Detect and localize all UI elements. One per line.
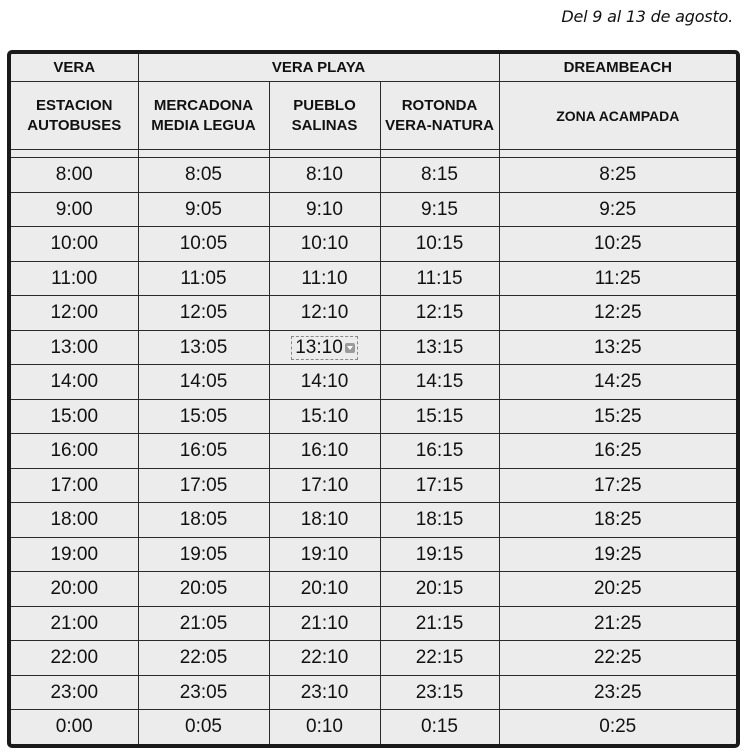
time-cell: 21:25 xyxy=(499,606,736,641)
time-cell: 9:05 xyxy=(138,192,269,227)
time-cell: 10:05 xyxy=(138,227,269,262)
time-cell: 12:10 xyxy=(269,296,380,331)
time-cell: 8:00 xyxy=(11,158,138,193)
time-cell: 13:00 xyxy=(11,330,138,365)
group-header-vera-playa: VERA PLAYA xyxy=(138,54,499,82)
time-row xyxy=(11,572,736,607)
time-row xyxy=(11,365,736,400)
time-cell: 17:15 xyxy=(380,468,499,503)
time-cell: 22:15 xyxy=(380,641,499,676)
time-cell: 18:15 xyxy=(380,503,499,538)
time-row xyxy=(11,434,736,469)
time-cell: 21:10 xyxy=(269,606,380,641)
time-cell: 15:00 xyxy=(11,399,138,434)
stop-header-zona-acampada xyxy=(499,82,736,150)
spacer-cell xyxy=(499,150,736,158)
time-row xyxy=(11,710,736,744)
time-cell: 23:05 xyxy=(138,675,269,710)
time-cell: 22:25 xyxy=(499,641,736,676)
time-value: 13:10 xyxy=(295,336,343,358)
time-row xyxy=(11,192,736,227)
spacer-cell xyxy=(269,150,380,158)
time-cell: 15:25 xyxy=(499,399,736,434)
spacer-cell xyxy=(380,150,499,158)
time-cell: 13:15 xyxy=(380,330,499,365)
time-cell xyxy=(269,330,380,365)
time-cell: 8:25 xyxy=(499,158,736,193)
stop-name-line: ESTACION xyxy=(36,96,113,114)
time-cell: 18:00 xyxy=(11,503,138,538)
time-cell: 11:15 xyxy=(380,261,499,296)
time-row xyxy=(11,261,736,296)
stop-name-line: MERCADONA xyxy=(153,96,254,114)
time-cell: 20:10 xyxy=(269,572,380,607)
time-cell: 19:00 xyxy=(11,537,138,572)
time-cell: 23:15 xyxy=(380,675,499,710)
time-cell: 14:05 xyxy=(138,365,269,400)
time-cell: 18:25 xyxy=(499,503,736,538)
stop-header-estacion-autobuses xyxy=(11,82,138,150)
time-cell: 20:25 xyxy=(499,572,736,607)
time-cell: 17:05 xyxy=(138,468,269,503)
time-cell: 10:25 xyxy=(499,227,736,262)
time-row xyxy=(11,641,736,676)
time-cell: 12:25 xyxy=(499,296,736,331)
time-cell: 8:15 xyxy=(380,158,499,193)
time-row xyxy=(11,399,736,434)
stop-header-rotonda xyxy=(380,82,499,150)
time-cell: 19:05 xyxy=(138,537,269,572)
bus-schedule-table xyxy=(11,54,736,744)
dropdown-arrow-icon[interactable] xyxy=(345,343,355,353)
time-cell: 23:00 xyxy=(11,675,138,710)
date-range-note: Del 9 al 13 de agosto. xyxy=(561,7,733,26)
time-cell: 11:25 xyxy=(499,261,736,296)
time-cell: 10:10 xyxy=(269,227,380,262)
stop-name-line: SALINAS xyxy=(291,116,358,134)
time-cell: 23:25 xyxy=(499,675,736,710)
time-cell: 15:05 xyxy=(138,399,269,434)
stop-header-mercadona xyxy=(138,82,269,150)
time-dropdown[interactable] xyxy=(291,336,358,360)
time-cell: 0:25 xyxy=(499,710,736,744)
stop-name-line: AUTOBUSES xyxy=(27,116,122,134)
time-cell: 14:25 xyxy=(499,365,736,400)
time-cell: 16:00 xyxy=(11,434,138,469)
time-cell: 13:25 xyxy=(499,330,736,365)
time-cell: 0:10 xyxy=(269,710,380,744)
time-cell: 22:05 xyxy=(138,641,269,676)
time-cell: 16:05 xyxy=(138,434,269,469)
time-cell: 9:10 xyxy=(269,192,380,227)
time-cell: 22:10 xyxy=(269,641,380,676)
stop-name-line: ZONA ACAMPADA xyxy=(556,107,680,124)
time-cell: 9:25 xyxy=(499,192,736,227)
time-cell: 19:10 xyxy=(269,537,380,572)
stop-name-line: PUEBLO xyxy=(293,96,356,114)
time-row xyxy=(11,503,736,538)
time-cell: 15:15 xyxy=(380,399,499,434)
time-row xyxy=(11,158,736,193)
group-header-row xyxy=(11,54,736,82)
stop-name-line: MEDIA LEGUA xyxy=(151,116,256,134)
stop-header-row xyxy=(11,82,736,150)
time-cell: 19:15 xyxy=(380,537,499,572)
time-cell: 11:05 xyxy=(138,261,269,296)
time-cell: 22:00 xyxy=(11,641,138,676)
time-cell: 16:10 xyxy=(269,434,380,469)
time-row xyxy=(11,468,736,503)
time-cell: 20:00 xyxy=(11,572,138,607)
time-cell: 0:15 xyxy=(380,710,499,744)
spacer-cell xyxy=(138,150,269,158)
time-cell: 12:00 xyxy=(11,296,138,331)
time-cell: 17:00 xyxy=(11,468,138,503)
time-cell: 11:00 xyxy=(11,261,138,296)
time-cell: 21:15 xyxy=(380,606,499,641)
time-cell: 12:05 xyxy=(138,296,269,331)
time-cell: 9:15 xyxy=(380,192,499,227)
time-cell: 14:00 xyxy=(11,365,138,400)
header-spacer-row xyxy=(11,150,736,158)
time-row xyxy=(11,296,736,331)
time-cell: 12:15 xyxy=(380,296,499,331)
time-cell: 16:25 xyxy=(499,434,736,469)
time-cell: 14:10 xyxy=(269,365,380,400)
time-row xyxy=(11,606,736,641)
time-cell: 17:10 xyxy=(269,468,380,503)
time-row xyxy=(11,675,736,710)
time-cell: 11:10 xyxy=(269,261,380,296)
time-cell: 18:10 xyxy=(269,503,380,538)
time-cell: 0:05 xyxy=(138,710,269,744)
time-cell: 21:05 xyxy=(138,606,269,641)
stop-header-pueblo-salinas xyxy=(269,82,380,150)
spacer-cell xyxy=(11,150,138,158)
time-cell: 10:00 xyxy=(11,227,138,262)
time-cell: 9:00 xyxy=(11,192,138,227)
schedule-frame xyxy=(7,50,740,748)
time-cell: 13:05 xyxy=(138,330,269,365)
time-cell: 16:15 xyxy=(380,434,499,469)
group-header-dreambeach: DREAMBEACH xyxy=(499,54,736,82)
stop-name-line: VERA-NATURA xyxy=(385,116,494,134)
stop-name-line: ROTONDA xyxy=(401,96,478,114)
time-cell: 19:25 xyxy=(499,537,736,572)
time-cell: 14:15 xyxy=(380,365,499,400)
time-row xyxy=(11,227,736,262)
time-row xyxy=(11,537,736,572)
time-cell: 20:05 xyxy=(138,572,269,607)
time-cell: 8:05 xyxy=(138,158,269,193)
time-cell: 15:10 xyxy=(269,399,380,434)
time-cell: 20:15 xyxy=(380,572,499,607)
time-cell: 17:25 xyxy=(499,468,736,503)
time-cell: 23:10 xyxy=(269,675,380,710)
time-cell: 10:15 xyxy=(380,227,499,262)
time-cell: 18:05 xyxy=(138,503,269,538)
time-cell: 8:10 xyxy=(269,158,380,193)
group-header-vera: VERA xyxy=(11,54,138,82)
time-cell: 21:00 xyxy=(11,606,138,641)
time-cell: 0:00 xyxy=(11,710,138,744)
time-row xyxy=(11,330,736,365)
